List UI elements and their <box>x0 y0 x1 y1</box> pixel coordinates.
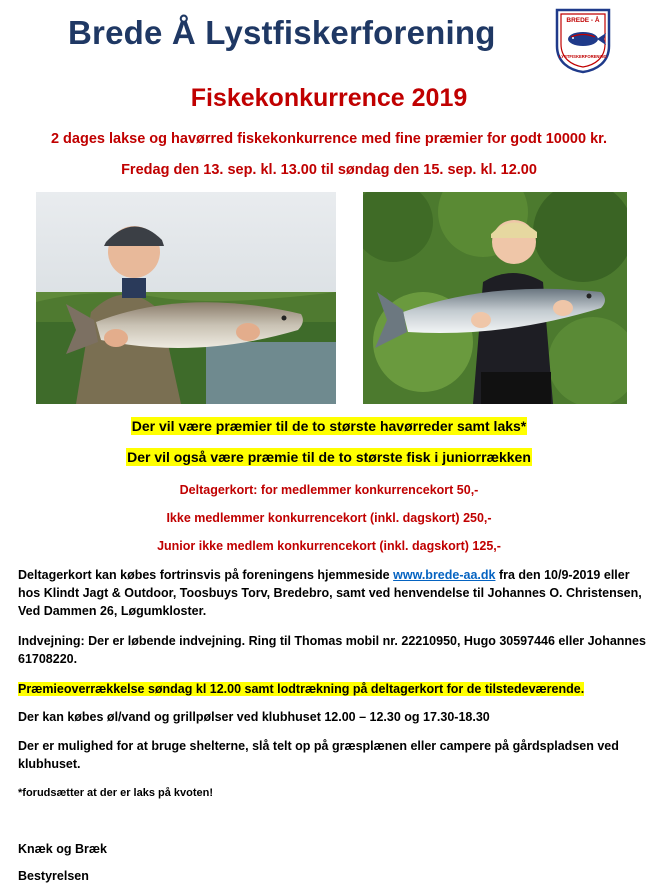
prize-highlight-adults-text: Der vil være præmier til de to største havørreder samt laks* <box>131 418 527 434</box>
closing-greeting: Knæk og Bræk <box>18 842 107 856</box>
footnote: *forudsætter at der er laks på kvoten! <box>18 787 214 799</box>
weigh-in-info: Indvejning: Der er løbende indvejning. Ring til Thomas mobil nr. 22210950, Hugo 30597446 eller Johannes 61708220. <box>18 634 646 666</box>
prize-highlight-juniors <box>0 449 658 465</box>
purchase-info-after-link: fra den 10/9-2019 eller hos Klindt Jagt & Outdoor, Toosbuys Torv, Bredebro, samt ved henvendelse til Johannes O. Christensen, Ved Dammen 26, Løgumkloster. <box>18 568 642 618</box>
prize-highlight-adults <box>0 418 658 434</box>
logo-top-text: BREDE - Å <box>566 17 600 24</box>
event-title: Fiskekonkurrence 2019 <box>190 84 468 112</box>
signature: Bestyrelsen <box>18 869 89 883</box>
organization-title: Brede Å Lystfiskerforening <box>68 14 496 51</box>
food-info: Der kan købes øl/vand og grillpølser ved klubhuset 12.00 – 12.30 og 17.30-18.30 <box>18 710 490 724</box>
fee-junior: Junior ikke medlem konkurrencekort (inkl. dagskort) 125,- <box>157 539 501 553</box>
fee-non-members: Ikke medlemmer konkurrencekort (inkl. dagskort) 250,- <box>166 511 492 525</box>
club-logo <box>553 6 613 74</box>
purchase-info-before-link: Deltagerkort kan købes fortrinsvis på foreningens hjemmeside <box>18 568 394 582</box>
logo-bottom-text: LYSTFISKERFORENING <box>559 54 607 59</box>
shelter-info: Der er mulighed for at bruge shelterne, slå telt op på græsplænen eller campere på gårdspladsen ved klubhuset. <box>18 739 619 771</box>
club-website-link[interactable]: www.brede-aa.dk <box>393 568 496 582</box>
purchase-info <box>18 566 648 620</box>
photo-adult-with-seatrout <box>36 192 336 404</box>
event-subtitle: 2 dages lakse og havørred fiskekonkurrence med fine præmier for godt 10000 kr. <box>50 131 608 147</box>
prize-ceremony-info <box>18 680 648 698</box>
fee-members: Deltagerkort: for medlemmer konkurrencekort 50,- <box>179 483 479 497</box>
event-dates: Fredag den 13. sep. kl. 13.00 til søndag den 15. sep. kl. 12.00 <box>121 162 537 178</box>
prize-highlight-juniors-text: Der vil også være præmie til de to største fisk i juniorrækken <box>127 449 531 465</box>
prize-ceremony-text: Præmieoverrækkelse søndag kl 12.00 samt lodtrækning på deltagerkort for de tilstedeværende. <box>18 682 585 696</box>
photo-junior-with-salmon <box>363 192 627 404</box>
